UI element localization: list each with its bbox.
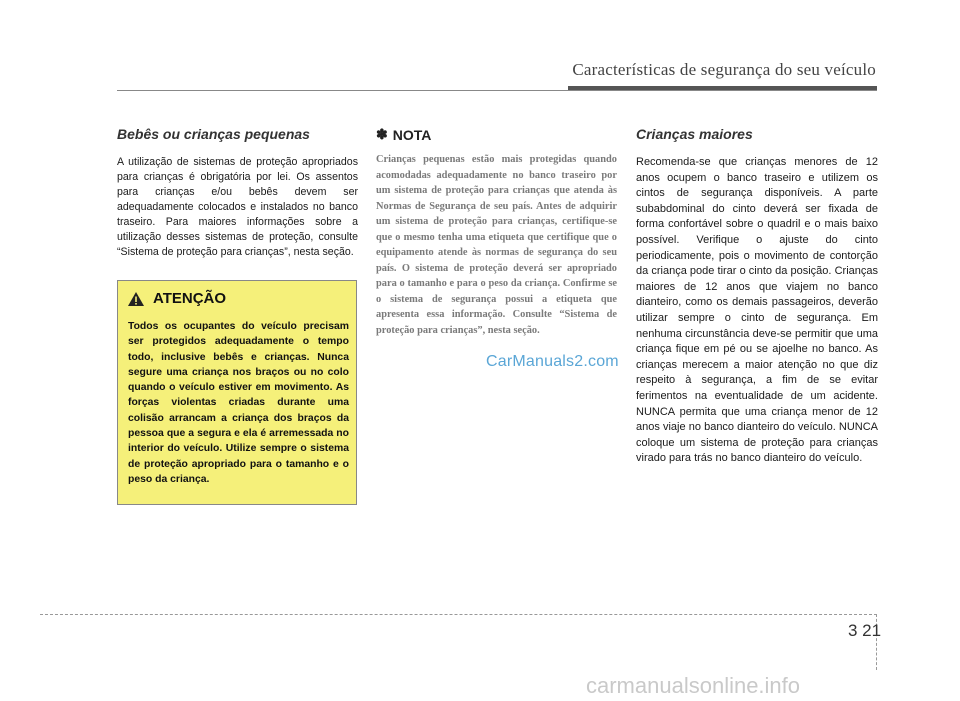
site-watermark: carmanualsonline.info <box>586 673 801 698</box>
nota-header <box>376 126 617 143</box>
column-older-children <box>636 126 878 467</box>
nota-body: Crianças pequenas estão mais protegidas quando acomodadas adequadamente no banco traseiro por um sistema de proteção para crianças que atenda às Normas de Segurança de seu país. Antes de adquirir um sistema de proteção para crianças, certifique-se que o mesmo tenha uma etiqueta que certifique que o equipamento atende às normas de segurança do seu país. O sistema de proteção deverá ser apropriado para o tamanho e para o peso da criança. Confirme se o sistema de segurança possui a etiqueta que apresenta essa informação. Consulte “Sistema de proteção para crianças”, nesta seção. <box>376 154 617 336</box>
column-infants <box>117 126 358 260</box>
warning-box <box>117 280 357 505</box>
page-header-title: Características de segurança do seu veículo <box>572 60 876 79</box>
footer-rule <box>40 614 877 615</box>
watermark: CarManuals2.com <box>486 353 619 370</box>
section-body-older-children: Recomenda-se que crianças menores de 12 anos ocupem o banco traseiro e utilizem os cintos de segurança disponíveis. A parte subabdominal do cinto deverá ser fixada de forma confortável sobre o quadril e o mais baixo possível. Verifique o ajuste do cinto periodicamente, pois o movimento de contorção da criança pode tirar o cinto da posição. Crianças maiores de 12 anos que viajem no banco dianteiro, como os demais passageiros, deverão utilizar sempre o cinto de segurança. Em nenhuma circunstância deve-se permitir que uma criança fique em pé ou se ajoelhe no banco. As crianças merecem a maior atenção no que diz respeito à segurança, a fim de se evitar ferimentos na eventualidade de um acidente. NUNCA permita que uma criança menor de 12 anos viaje no banco dianteiro do veículo. NUNCA coloque um sistema de proteção para crianças virado para trás no banco dianteiro do veículo. <box>636 156 878 465</box>
asterisk-icon: ✽ <box>376 126 388 142</box>
column-nota <box>376 126 617 338</box>
warning-triangle-icon <box>127 291 145 307</box>
section-body-infants: A utilização de sistemas de proteção apropriados para crianças é obrigatória por lei. Os assentos para crianças e/ou bebês devem ser adequadamente colocados e instalados no banco traseiro. Para maiores informações sobre a utilização desses sistemas de proteção, consulte “Sistema de proteção para crianças”, nesta seção. <box>117 156 358 258</box>
section-heading-infants: Bebês ou crianças pequenas <box>117 126 310 142</box>
header-rule <box>117 90 877 91</box>
warning-body: Todos os ocupantes do veículo precisam ser protegidos adequadamente o tempo todo, inclusive bebês e crianças. Nunca segure uma criança nos braços ou no colo quando o veículo estiver em movimento. As forças violentas criadas durante uma colisão arrancam a criança dos braços da pessoa que a segura e ela é arremessada no interior do veículo. Utilize sempre o sistema de proteção apropriado para o tamanho e o peso da criança. <box>128 321 349 485</box>
page-number: 3 21 <box>848 621 882 640</box>
section-heading-older-children: Crianças maiores <box>636 126 753 142</box>
warning-title: ATENÇÃO <box>153 290 227 307</box>
warning-header <box>127 290 226 307</box>
nota-title: NOTA <box>392 126 432 143</box>
